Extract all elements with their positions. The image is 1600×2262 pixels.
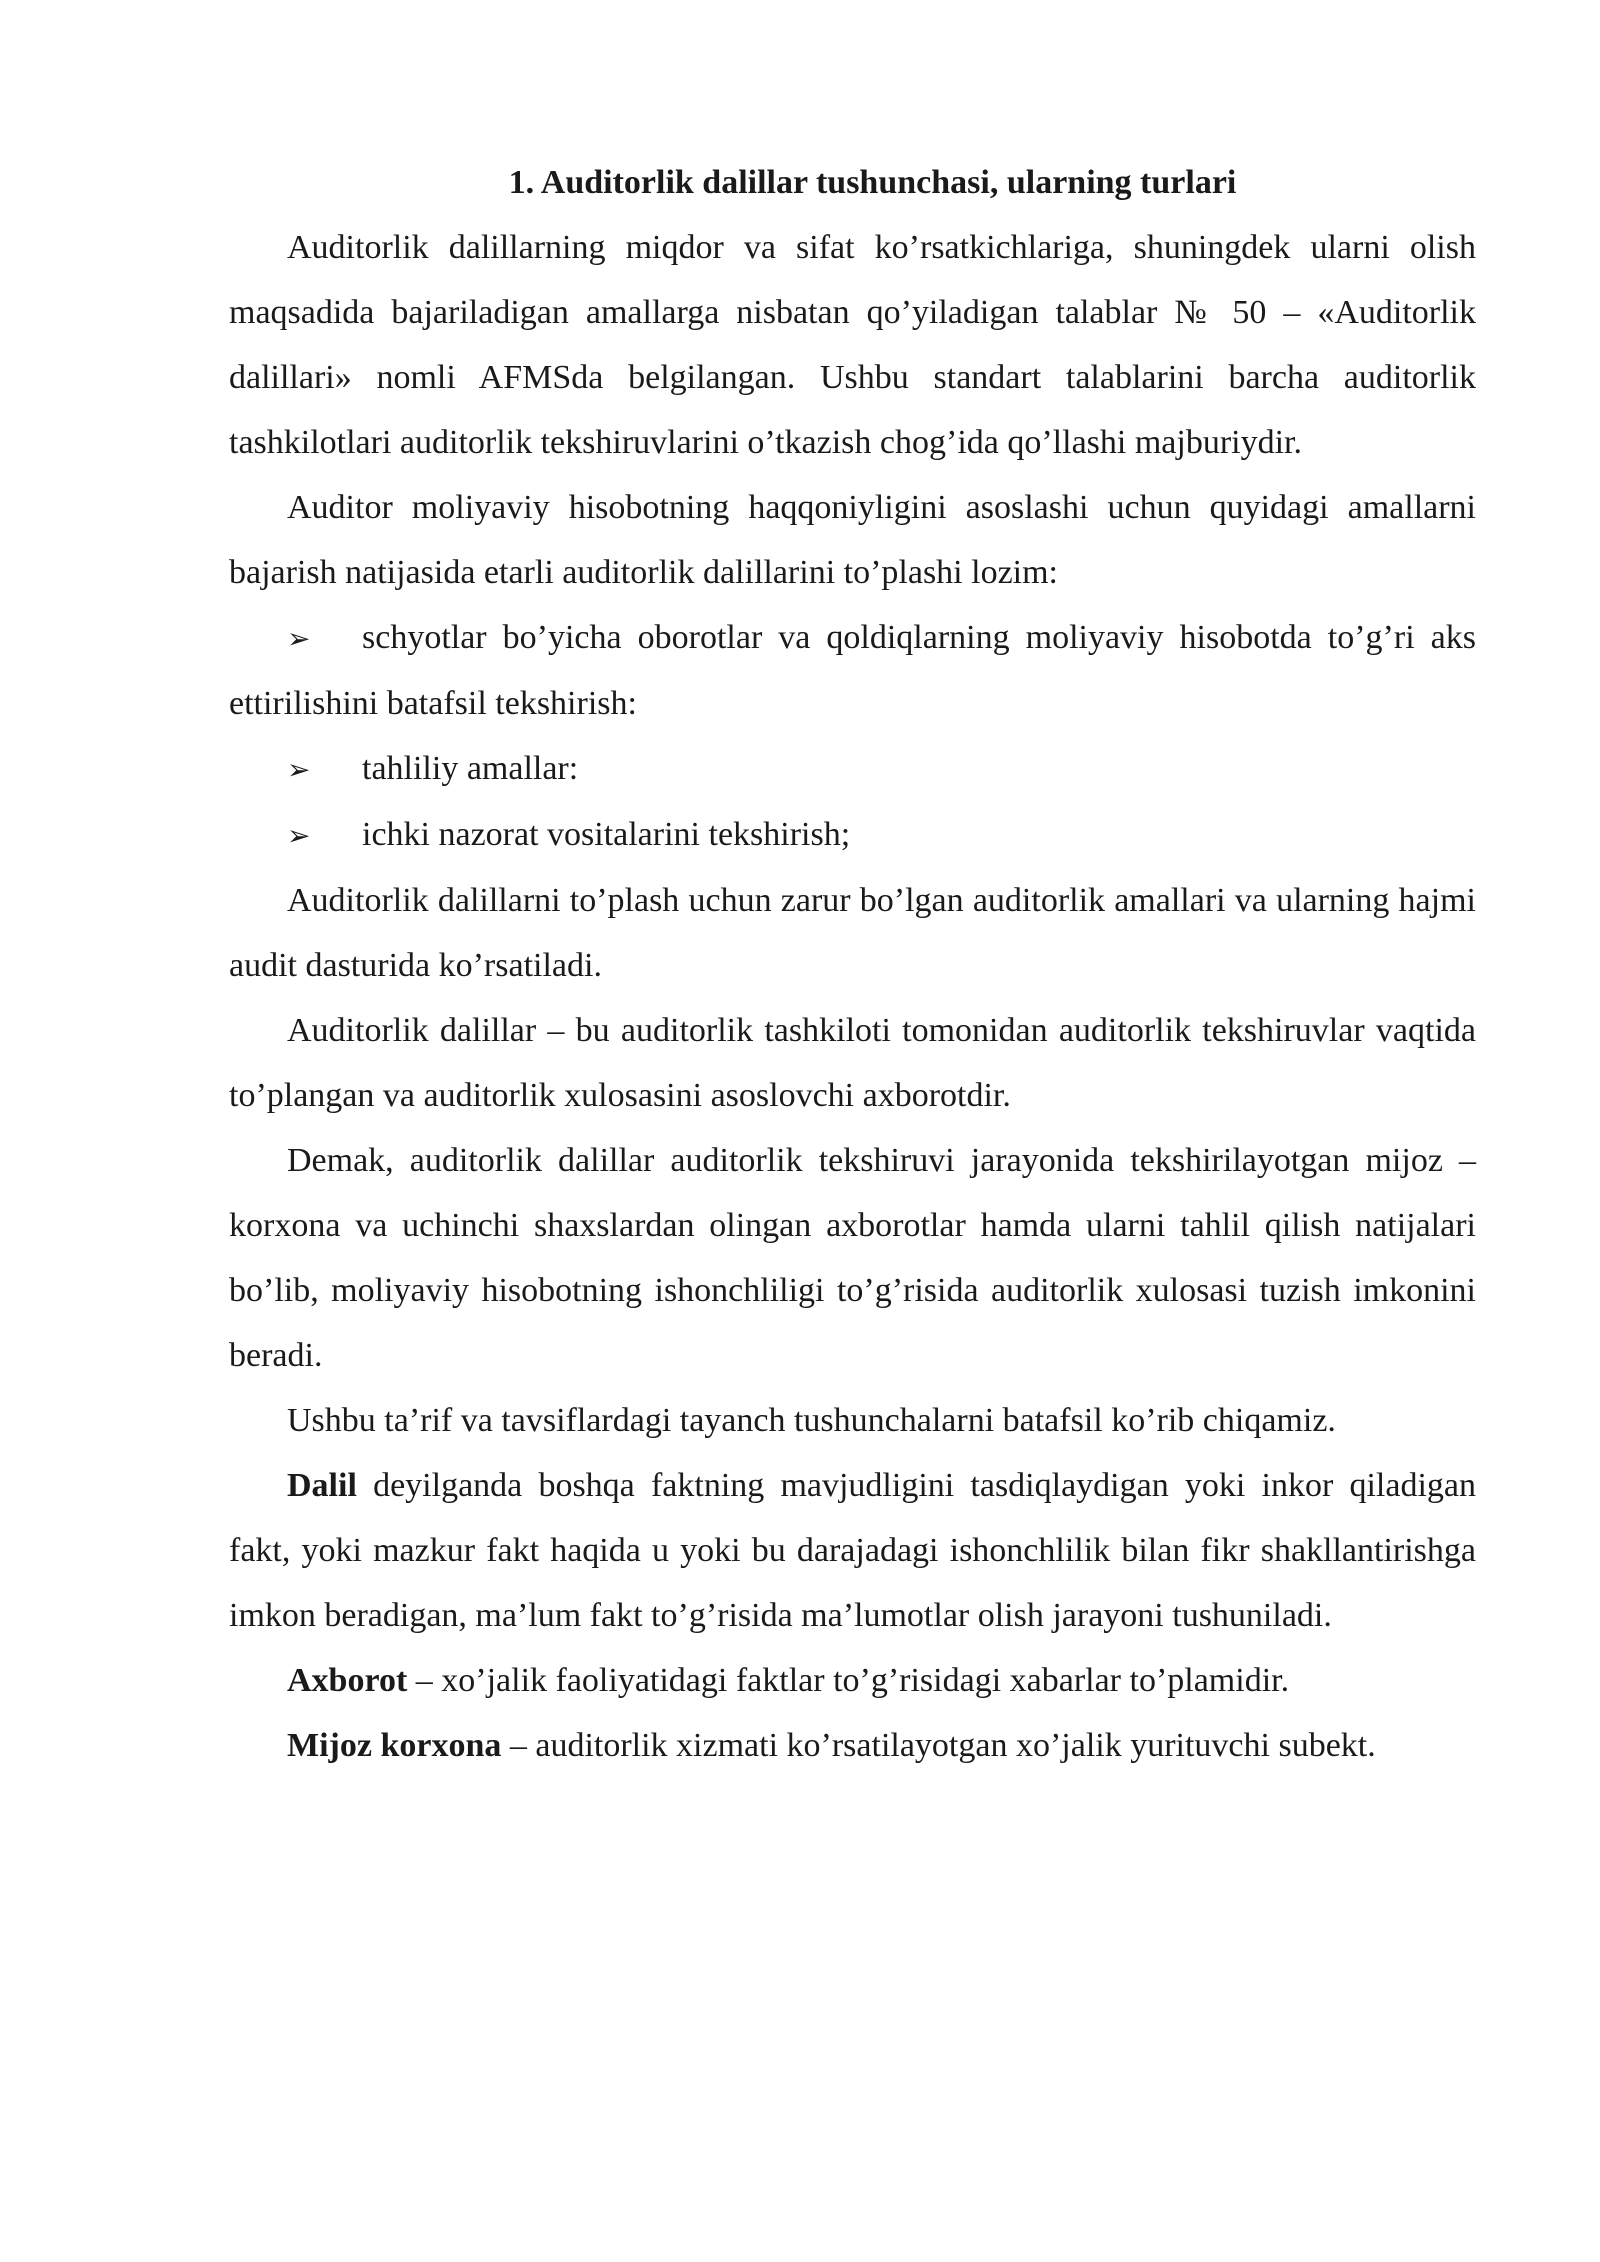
paragraph-review-concepts: Ushbu ta’rif va tavsiflardagi tayanch tushunchalarni batafsil ko’rib chiqamiz. [287, 1402, 1336, 1439]
bullet-item-ichki-nazorat [229, 802, 1476, 868]
bullet-text: schyotlar bo’yicha oborotlar va qoldiqlarning moliyaviy hisobotda to’g’ri aks ettirilishini batafsil tekshirish: [229, 619, 1476, 722]
paragraph-demak: Demak, auditorlik dalillar auditorlik tekshiruvi jarayonida tekshirilayotgan mijoz – korxona va uchinchi shaxslardan olingan axborotlar hamda ularni tahlil qilish natijalari bo’lib, moliyaviy hisobotning ishonchliligi to’g’risida auditorlik xulosasi tuzish imkonini beradi. [229, 1142, 1476, 1374]
term-dalil: Dalil [287, 1467, 357, 1504]
paragraph-auditor-procedures: Auditor moliyaviy hisobotning haqqoniyligini asoslashi uchun quyidagi amallarni bajarish natijasida etarli auditorlik dalillarini to’plashi lozim: [229, 489, 1476, 591]
arrow-bullet-icon: ➢ [287, 622, 311, 655]
term-axborot: Axborot [287, 1662, 408, 1699]
definition-text: – auditorlik xizmati ko’rsatilayotgan xo’jalik yurituvchi subekt. [501, 1727, 1376, 1764]
definition-text: – xo’jalik faoliyatidagi faktlar to’g’risidagi xabarlar to’plamidir. [407, 1662, 1290, 1699]
arrow-bullet-icon: ➢ [287, 753, 311, 786]
definition-dalil [229, 1453, 1476, 1648]
bullet-text: ichki nazorat vositalarini tekshirish; [362, 816, 851, 853]
definition-mijoz-korxona [229, 1713, 1476, 1778]
paragraph-standard-requirements: Auditorlik dalillarning miqdor va sifat ko’rsatkichlariga, shuningdek ularni olish maqsadida bajariladigan amallarga nisbatan qo’yiladigan talablar № 50 – «Auditorlik dalillari» nomli AFMSda belgilangan. Ushbu standart talablarini barcha auditorlik tashkilotlari auditorlik tekshiruvlarini o’tkazish chog’ida qo’llashi majburiydir. [229, 229, 1476, 461]
definition-text: deyilganda boshqa faktning mavjudligini tasdiqlaydigan yoki inkor qiladigan fakt, yoki mazkur fakt haqida u yoki bu darajadagi ishonchlilik bilan fikr shakllantirishga imkon beradigan, ma’lum fakt to’g’risida ma’lumotlar olish jarayoni tushuniladi. [229, 1467, 1476, 1634]
arrow-bullet-icon: ➢ [287, 819, 311, 852]
definition-axborot [229, 1648, 1476, 1713]
bullet-item-tahliliy [229, 736, 1476, 802]
section-heading: 1. Auditorlik dalillar tushunchasi, ularning turlari [508, 164, 1237, 201]
paragraph-definition-evidence: Auditorlik dalillar – bu auditorlik tashkiloti tomonidan auditorlik tekshiruvlar vaqtida to’plangan va auditorlik xulosasini asoslovchi axborotdir. [229, 1012, 1476, 1114]
paragraph-audit-program: Auditorlik dalillarni to’plash uchun zarur bo’lgan auditorlik amallari va ularning hajmi audit dasturida ko’rsatiladi. [229, 882, 1476, 984]
bullet-text: tahliliy amallar: [362, 750, 579, 787]
term-mijoz-korxona: Mijoz korxona [287, 1727, 502, 1764]
bullet-item-schyotlar [229, 605, 1476, 736]
document-page [229, 150, 1476, 1778]
